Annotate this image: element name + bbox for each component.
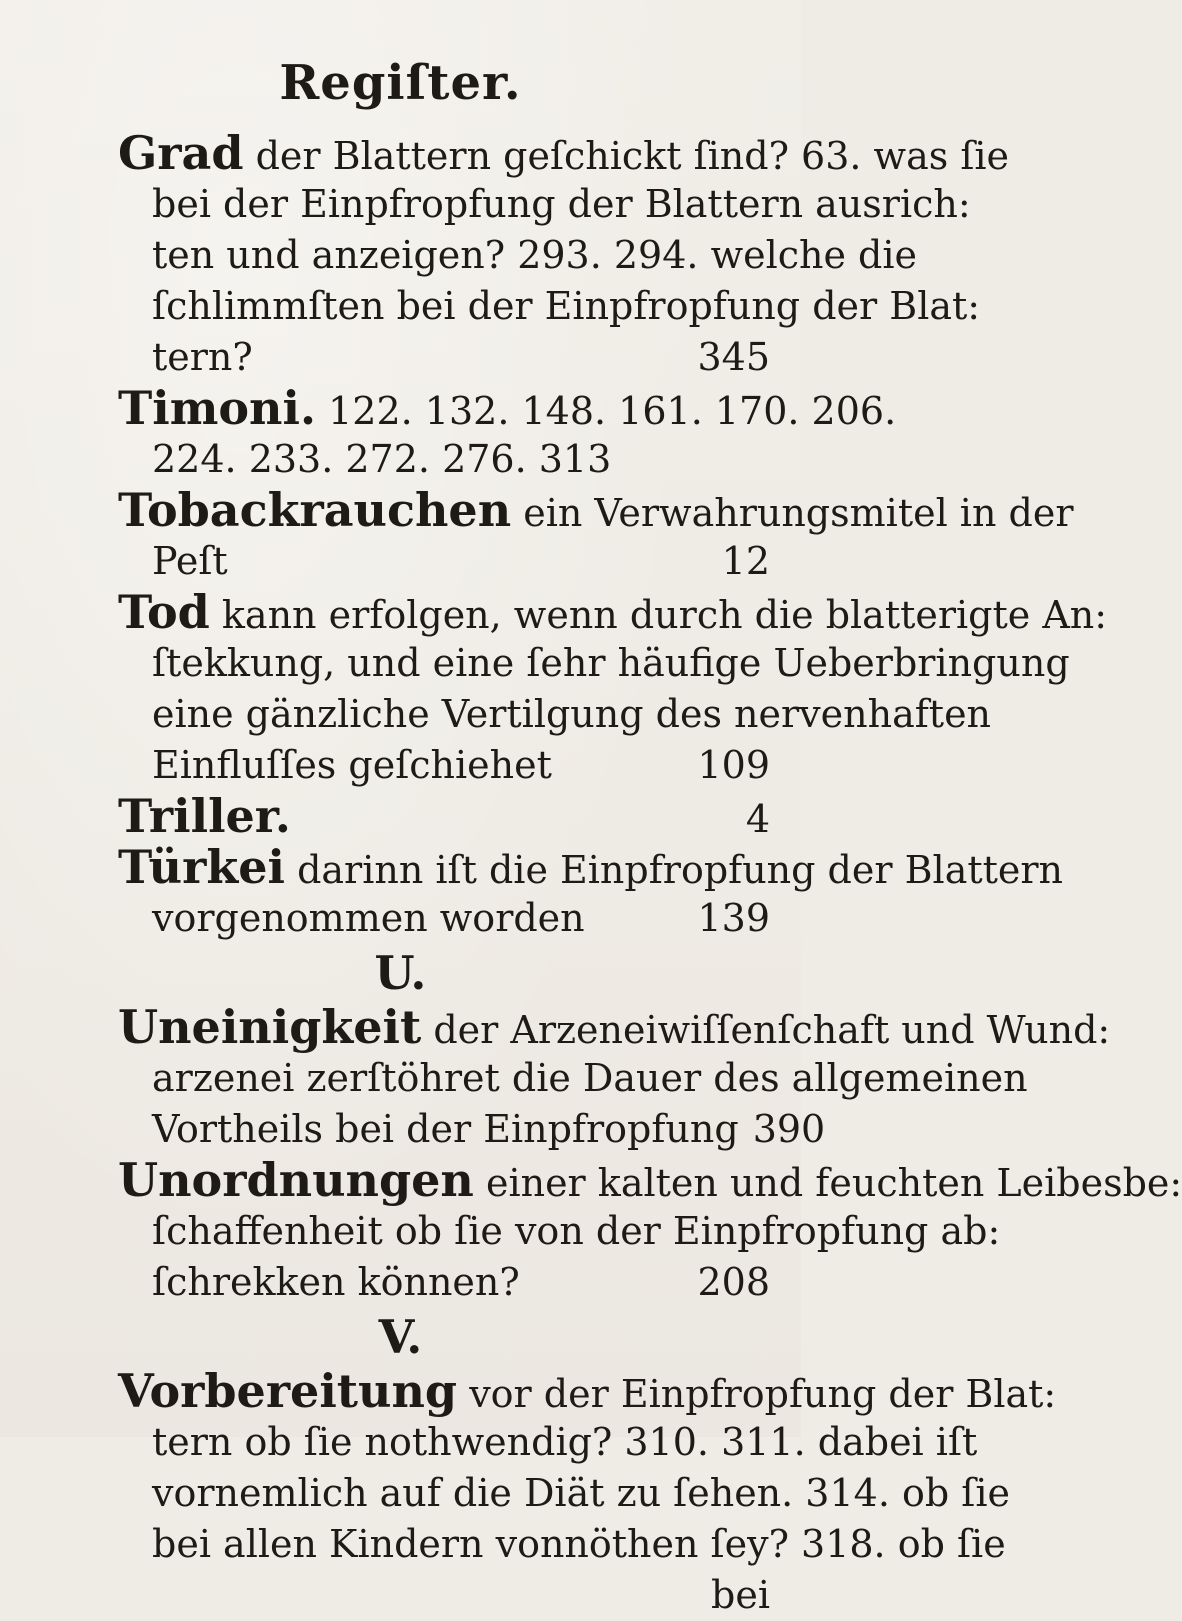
register-entry (118, 1364, 1057, 1570)
entry-line (118, 638, 1070, 689)
entry-line (118, 585, 1108, 639)
entry-line-text: arzenei zerſtöhret die Dauer des allgemeinen (152, 1056, 1028, 1100)
entry-line (118, 332, 770, 383)
register-entry (118, 1000, 1111, 1155)
entry-line (118, 1417, 978, 1468)
catchword: bei (711, 1573, 770, 1617)
page-reference: 208 (697, 1260, 770, 1304)
entry-text (152, 893, 585, 944)
entry-line (118, 281, 981, 332)
entry-text (152, 689, 991, 740)
entry-line-text: ſchaffenheit ob ſie von der Einpfropfung ab: (152, 1209, 1001, 1253)
entry-line-text: ten und anzeigen? 293. 294. welche die (152, 233, 918, 277)
register-entry (118, 585, 1108, 791)
entry-text (152, 230, 917, 281)
entry-line (118, 536, 770, 587)
entry-text (152, 1257, 520, 1308)
register-entries (118, 126, 1182, 1621)
entry-lemma: Grad (118, 126, 244, 180)
entry-text (152, 281, 980, 332)
entry-text (118, 128, 1009, 182)
entry-lemma: Tobackrauchen (118, 483, 512, 537)
entry-line-text: der Blattern geſchickt ſind? 63. was ſie (255, 134, 1010, 178)
page-title: Regiſter. (279, 55, 522, 111)
entry-line-text: der Arzeneiwiſſenſchaft und Wund: (433, 1008, 1111, 1052)
entry-text (118, 1366, 1056, 1420)
entry-text (152, 434, 611, 485)
entry-text (152, 536, 228, 587)
register-entry (118, 1153, 1182, 1308)
page-reference: 12 (721, 539, 770, 583)
entry-line-text: kann erfolgen, wenn durch die blatterigte An: (221, 593, 1108, 637)
entry-lemma: Timoni. (118, 381, 316, 435)
entry-line (118, 1519, 1006, 1570)
entry-line-text: vor der Einpfropfung der Blat: (469, 1372, 1057, 1416)
entries-group-v (118, 1364, 1057, 1570)
entry-line-text: Vortheils bei der Einpfropfung (152, 1107, 739, 1151)
entry-line-text: ſtekkung, und eine ſehr häufige Ueberbringung (152, 641, 1070, 685)
register-entry (118, 483, 1074, 587)
entry-text (152, 1104, 739, 1155)
entry-text (152, 1519, 1006, 1570)
entry-line (118, 740, 770, 791)
entry-line-text: ſchlimmſten bei der Einpfropfung der Blat: (152, 284, 981, 328)
entry-text (118, 791, 291, 845)
entry-line (118, 1257, 770, 1308)
page-reference: 109 (697, 743, 770, 787)
entry-lemma: Unordnungen (118, 1153, 474, 1207)
entry-lemma: Vorbereitung (118, 1364, 458, 1418)
entry-line (118, 1053, 1028, 1104)
entry-text (118, 1155, 1182, 1209)
entry-line-text: vornemlich auf die Diät zu ſehen. 314. ob ſie (152, 1471, 1010, 1515)
entry-lemma: Tod (118, 585, 210, 639)
entry-text (118, 383, 896, 437)
entry-line-text: bei allen Kindern vonnöthen ſey? 318. ob ſie (152, 1522, 1006, 1566)
register-entry (118, 381, 897, 485)
entry-text (152, 332, 253, 383)
entry-line-text: darinn iſt die Einpfropfung der Blattern (297, 848, 1064, 892)
page-reference: 345 (697, 335, 770, 379)
register-entry (118, 126, 1010, 383)
entry-line (118, 483, 1074, 537)
entry-text (118, 842, 1063, 896)
entry-line (118, 381, 897, 435)
page-reference: 139 (697, 896, 770, 940)
register-entry (118, 840, 1064, 944)
entry-text (152, 1417, 977, 1468)
entry-line (118, 1206, 1001, 1257)
entry-line-text: vorgenommen worden (152, 896, 585, 940)
entry-line (118, 1104, 826, 1155)
entry-text (152, 1206, 1000, 1257)
entry-text (118, 587, 1107, 641)
entry-line-text: bei der Einpfropfung der Blattern ausrich: (152, 182, 971, 226)
entry-line (118, 791, 770, 842)
entry-line-text: eine gänzliche Vertilgung des nervenhaften (152, 692, 992, 736)
section-letter-u: U. (374, 946, 427, 1000)
page-reference: 390 (752, 1107, 826, 1151)
entry-line (118, 1153, 1182, 1207)
entry-line-text: ein Verwahrungsmitel in der (523, 491, 1074, 535)
entry-line (118, 126, 1010, 180)
section-letter-v: V. (378, 1310, 423, 1364)
entry-line (118, 230, 918, 281)
entry-line (118, 1364, 1057, 1418)
entry-text (118, 485, 1074, 539)
entry-text (152, 1053, 1028, 1104)
entry-lemma: Türkei (118, 840, 285, 894)
entry-line (118, 1000, 1111, 1054)
entry-text (152, 638, 1070, 689)
entry-line-text: 224. 233. 272. 276. 313 (152, 437, 612, 481)
entry-line-text: 122. 132. 148. 161. 170. 206. (328, 389, 897, 433)
entry-line-text: tern? (152, 335, 253, 379)
entry-lemma: Uneinigkeit (118, 1000, 422, 1054)
entry-line (118, 840, 1064, 894)
register-entry (118, 791, 770, 842)
entry-line-text: ſchrekken können? (152, 1260, 520, 1304)
entries-group-t (118, 126, 1108, 944)
entries-group-u (118, 1000, 1182, 1308)
entry-line (118, 434, 770, 485)
page-reference: 4 (745, 797, 770, 841)
entry-text (152, 179, 971, 230)
entry-text (152, 740, 552, 791)
entry-line (118, 689, 992, 740)
entry-line-text: tern ob ſie nothwendig? 310. 311. dabei iſt (152, 1420, 978, 1464)
entry-text (152, 1468, 1010, 1519)
entry-line (118, 179, 971, 230)
entry-text (118, 1002, 1110, 1056)
entry-line (118, 893, 770, 944)
entry-line (118, 1468, 1010, 1519)
entry-line-text: einer kalten und feuchten Leibesbe: (485, 1161, 1182, 1205)
entry-line-text: Einfluſſes geſchiehet (152, 743, 552, 787)
entry-line-text: Peſt (152, 539, 228, 583)
entry-lemma: Triller. (118, 789, 291, 843)
